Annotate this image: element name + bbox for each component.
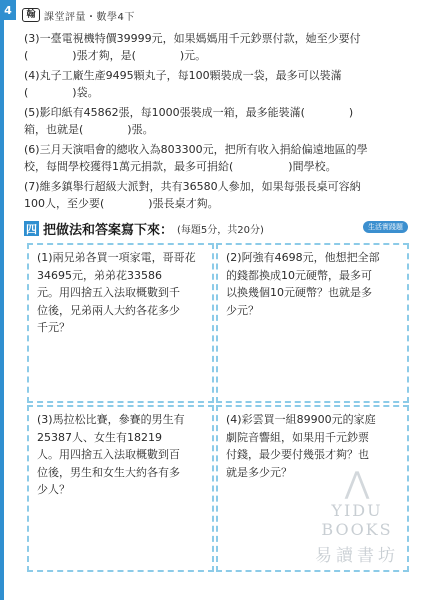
publisher-watermark — [307, 466, 407, 566]
question-line: 100人，至少要( )張長桌才夠。 — [24, 197, 219, 210]
watermark-name: YIDU BOOKS — [321, 501, 393, 539]
header — [22, 8, 135, 22]
problem-line: (4)彩雲買一組89900元的家庭 — [226, 413, 376, 426]
question-line: (3)一臺電視機特價39999元，如果媽媽用千元鈔票付款，她至少要付 — [24, 32, 361, 45]
section-4-header — [24, 219, 408, 238]
question-line: ( )袋。 — [24, 86, 99, 99]
question-line: (5)影印紙有45862張，每1000張裝成一箱，最多能裝滿( ) — [24, 106, 354, 119]
problem-line: 位後，兄弟兩人大約各花多少 — [37, 303, 180, 317]
problem-line: 34695元，弟弟花33586 — [37, 268, 162, 282]
watermark-subtitle: 易讀書坊 — [315, 546, 399, 566]
problem-line: 位後，男生和女生大約各有多 — [37, 465, 180, 479]
answer-box-1[interactable] — [27, 243, 214, 403]
problem-line: 人。用四捨五入法取概數到百 — [37, 448, 180, 461]
question-3 — [24, 30, 416, 64]
problem-line: 付錢，最少要付幾張才夠？也 — [226, 448, 369, 461]
question-4 — [24, 67, 416, 101]
answer-box-3[interactable] — [27, 405, 214, 572]
question-line: (4)丸子工廠生產9495顆丸子，每100顆裝成一袋，最多可以裝滿 — [24, 69, 342, 82]
problem-line: 劇院音響組，如果用千元鈔票 — [226, 430, 369, 444]
problem-line: 千元？ — [37, 321, 70, 334]
section-number-badge: 四 — [26, 222, 37, 236]
problem-3 — [37, 411, 204, 499]
question-line: (6)三月天演唱會的總收入為803300元，把所有收入捐給偏遠地區的學 — [24, 143, 368, 156]
question-line: 校，每間學校獲得1萬元捐款，最多可捐給( )間學校。 — [24, 160, 337, 173]
problem-line: 以換幾個10元硬幣？也就是多 — [226, 286, 372, 299]
problem-line: (1)兩兄弟各買一項家電，哥哥花 — [37, 251, 196, 264]
problem-line: 元。用四捨五入法取概數到千 — [37, 286, 180, 299]
section-score-note: (每題5分，共20分) — [177, 225, 264, 236]
problem-1 — [37, 249, 204, 337]
question-line: (7)維多鎮舉行超級大派對，共有36580人參加，如果每張長桌可容納 — [24, 180, 361, 193]
section-tag-badge: 生活實踐題 — [363, 221, 408, 233]
problem-line: 少人？ — [37, 483, 70, 496]
problem-line: 的錢都換成10元硬幣，最多可 — [226, 268, 372, 282]
book-logo-icon: ⋀ — [344, 466, 370, 501]
publisher-logo: 翰 — [22, 8, 40, 22]
question-line: ( )張才夠，是( )元。 — [24, 49, 207, 62]
problem-line: 25387人、女生有18219 — [37, 430, 162, 444]
page-number: 4 — [0, 0, 16, 20]
problem-line: (3)馬拉松比賽，參賽的男生有 — [37, 413, 185, 426]
question-7 — [24, 178, 416, 212]
question-5 — [24, 104, 416, 138]
page-side-strip — [0, 0, 4, 600]
header-title: 課堂評量・數學4下 — [44, 11, 135, 23]
problem-line: 少元？ — [226, 303, 259, 317]
problem-line: (2)阿強有4698元，他想把全部 — [226, 251, 380, 264]
problem-2 — [226, 249, 399, 319]
problem-line: 就是多少元？ — [226, 465, 292, 479]
question-line: 箱，也就是( )張。 — [24, 123, 154, 136]
answer-box-2[interactable] — [216, 243, 409, 403]
question-6 — [24, 141, 416, 175]
section-title: 把做法和答案寫下來： — [43, 223, 174, 238]
